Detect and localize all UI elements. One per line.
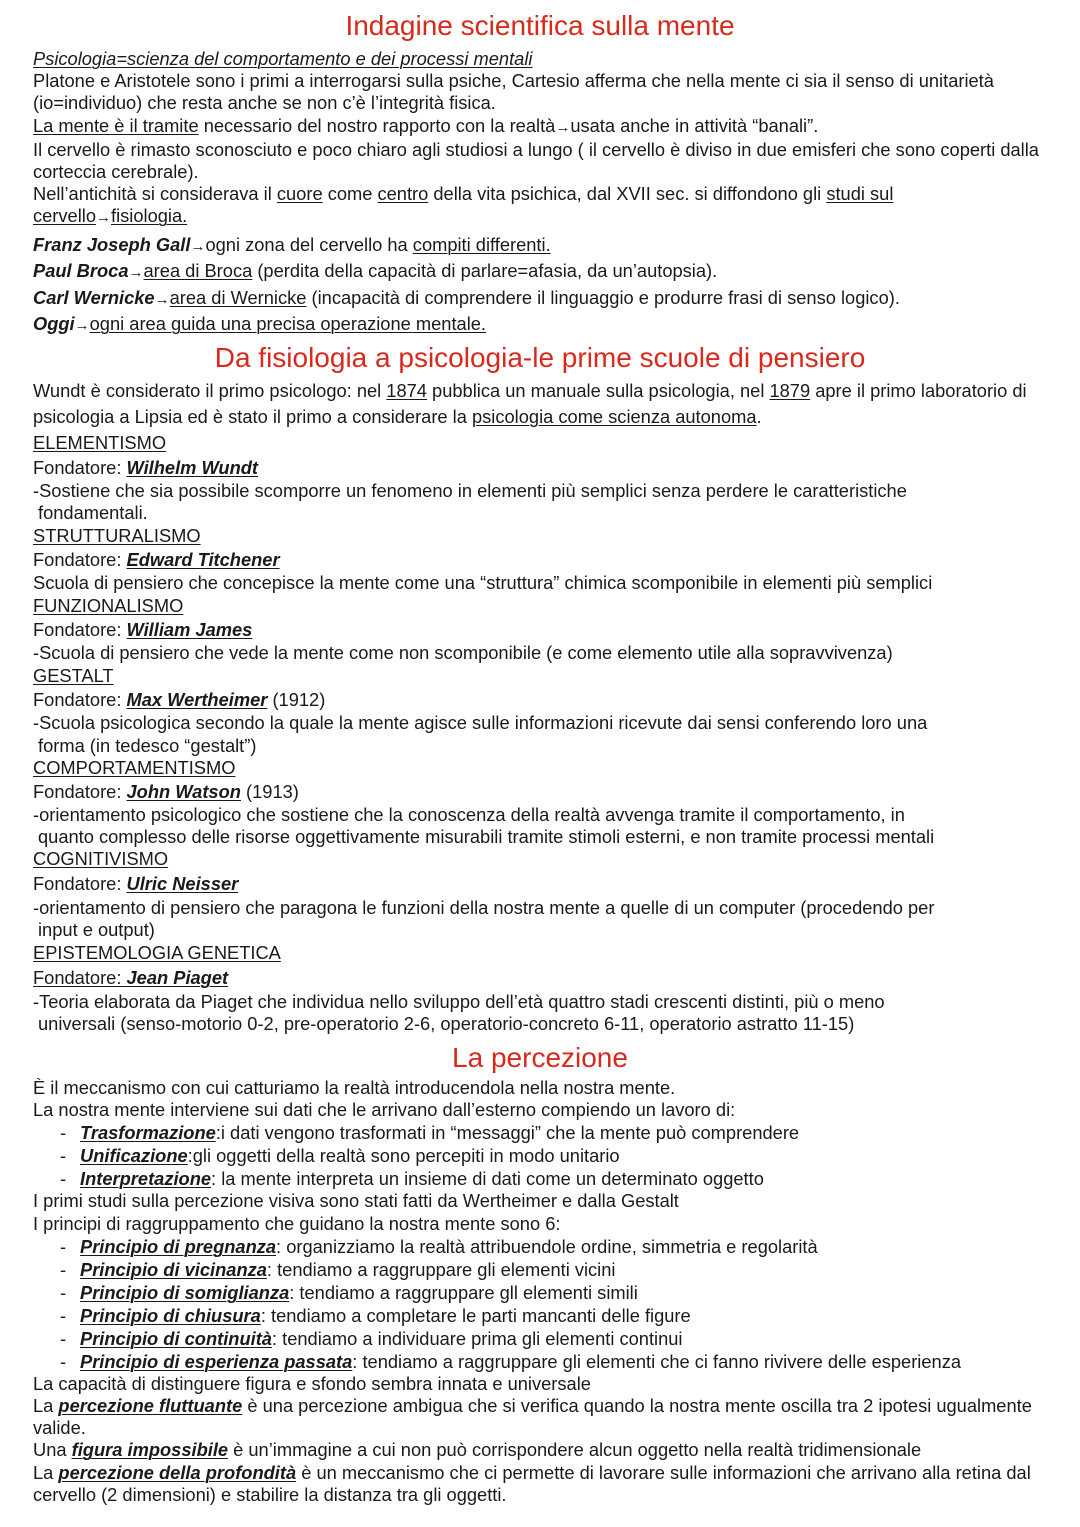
- school-founder: [33, 456, 1047, 480]
- paragraph-mente-lavoro: La nostra mente interviene sui dati che le arrivano dall’esterno compiendo un lavoro di:: [33, 1099, 736, 1121]
- school-description-cont: forma (in tedesco “gestalt”): [38, 734, 257, 756]
- principle-text: : organizziamo la realtà attribuendole ordine, simmetria e regolarità: [276, 1235, 818, 1257]
- text-fragment: è una percezione ambigua che si verifica quando la nostra mente oscilla tra 2 ipotesi ugualmente valide.: [33, 1395, 1032, 1439]
- work-item: [57, 1121, 1047, 1144]
- founder-label: Fondatore:: [33, 619, 127, 641]
- paragraph-principi: I principi di raggruppamento che guidano la nostra mente sono 6:: [33, 1212, 561, 1234]
- underlined-phrase: area di Wernicke: [169, 286, 307, 308]
- school-description-cont: input e output): [38, 919, 155, 941]
- founder-name: John Watson: [126, 780, 241, 802]
- text-fragment: è un meccanismo che ci permette di lavorare sulle informazioni che arrivano alla retina dal cervello (2 dimensioni) e stabilire la distanza tra gli oggetti.: [33, 1461, 1031, 1505]
- work-list: [33, 1121, 1047, 1190]
- text-fragment: necessario del nostro rapporto con la realtà: [198, 114, 556, 136]
- text-fragment: della vita psichica, dal XVII sec. si diffondono gli: [428, 183, 827, 205]
- founder-name: Wilhelm Wundt: [126, 456, 259, 478]
- principle-item: [57, 1235, 1047, 1258]
- principle-term: Principio di continuità: [80, 1327, 272, 1349]
- founder-label: Fondatore:: [33, 873, 127, 895]
- principle-item: [57, 1258, 1047, 1281]
- text-fragment: Una: [33, 1439, 72, 1461]
- year-1879: 1879: [769, 379, 811, 401]
- scientist-row: [33, 286, 1047, 313]
- principles-list: [33, 1235, 1047, 1373]
- section-title-scuole: Da fisiologia a psicologia-le prime scuole di pensiero: [214, 341, 866, 373]
- work-text: :i dati vengono trasformati in “messaggi” che la mente può comprendere: [215, 1122, 800, 1144]
- founder-year: (1913): [240, 780, 299, 802]
- founder-label: Fondatore:: [33, 966, 127, 988]
- work-term: Interpretazione: [80, 1168, 212, 1190]
- text-fragment: Nell’antichità si considerava il: [33, 183, 277, 205]
- school-description: -Scuola psicologica secondo la quale la mente agisce sulle informazioni ricevute dai sensi conferendo loro una: [33, 712, 928, 734]
- underlined-word-cuore: cuore: [276, 183, 323, 205]
- school-description: -Scuola di pensiero che vede la mente come non scomponibile (e come elemento utile alla sopravvivenza): [33, 642, 893, 664]
- school-strutturalismo: [33, 524, 1047, 594]
- founder-label: Fondatore:: [33, 549, 127, 571]
- underlined-phrase: compiti differenti.: [412, 233, 551, 255]
- underlined-phrase: psicologia come scienza autonoma: [472, 405, 757, 427]
- arrow-right-icon: →: [154, 290, 170, 308]
- paragraph-antichita: [33, 183, 1047, 229]
- school-name: FUNZIONALISMO: [33, 595, 184, 617]
- school-description: -Teoria elaborata da Piaget che individua nello sviluppo dell’età quattro stadi crescenti distinti, più o meno: [33, 990, 885, 1012]
- school-founder: [33, 964, 1047, 991]
- arrow-right-icon: →: [555, 118, 571, 136]
- term-percezione-profondita: percezione della profondità: [58, 1461, 297, 1483]
- underlined-phrase: La mente è il tramite: [33, 114, 199, 136]
- school-founder: [33, 779, 1047, 804]
- school-founder: [33, 548, 1047, 572]
- school-description-cont: quanto complesso delle risorse oggettivamente misurabili tramite stimoli esterni, e non tramite processi mentali: [38, 826, 935, 848]
- text-fragment: ogni zona del cervello ha: [205, 233, 413, 255]
- text-fragment: .: [756, 405, 762, 427]
- text-fragment: pubblica un manuale sulla psicologia, nel: [426, 379, 770, 401]
- principle-item: [57, 1327, 1047, 1350]
- term-figura-impossibile: figura impossibile: [71, 1439, 229, 1461]
- principle-text: : tendiamo a completare le parti mancanti delle figure: [260, 1304, 691, 1326]
- arrow-right-icon: →: [128, 264, 144, 282]
- underlined-studi-cervello: studi sul cervello: [33, 183, 894, 227]
- text-fragment: apre il primo laboratorio di psicologia a Lipsia ed è stato il primo a considerare la: [33, 379, 1027, 427]
- founder-name: Max Wertheimer: [126, 689, 268, 711]
- school-name: EPISTEMOLOGIA GENETICA: [33, 941, 281, 963]
- scientist-name: Paul Broca: [33, 260, 129, 282]
- work-text: : la mente interpreta un insieme di dati come un determinato oggetto: [211, 1168, 764, 1190]
- founder-name: Edward Titchener: [126, 549, 280, 571]
- school-description: -orientamento di pensiero che paragona le funzioni della nostra mente a quelle di un computer (procedendo per: [33, 897, 935, 919]
- principle-text: : tendiamo a raggruppare gll elementi simili: [289, 1281, 638, 1303]
- paragraph-figura-impossibile: [33, 1439, 1047, 1461]
- text-fragment: La: [33, 1395, 59, 1417]
- paragraph-percezione-def: È il meccanismo con cui catturiamo la realtà introducendola nella nostra mente.: [33, 1077, 676, 1099]
- principle-term: Principio di esperienza passata: [80, 1350, 353, 1372]
- work-term: Unificazione: [80, 1145, 188, 1167]
- principle-item: [57, 1281, 1047, 1304]
- definition-psicologia: [33, 48, 1047, 70]
- text-fragment: Wundt è considerato il primo psicologo: nel: [33, 379, 387, 401]
- paragraph-percezione-fluttuante: [33, 1395, 1047, 1439]
- principle-text: : tendiamo a raggruppare gli elementi vicini: [266, 1258, 616, 1280]
- founder-name: William James: [126, 619, 253, 641]
- work-text: :gli oggetti della realtà sono percepiti in modo unitario: [187, 1145, 620, 1167]
- principle-text: : tendiamo a individuare prima gli elementi continui: [271, 1327, 683, 1349]
- paragraph-primi-studi: I primi studi sulla percezione visiva sono stati fatti da Wertheimer e dalla Gestalt: [33, 1190, 679, 1212]
- paragraph-wundt-intro: [33, 378, 1047, 430]
- text-fragment: usata anche in attività “banali”.: [570, 114, 819, 136]
- underlined-phrase: area di Broca: [143, 260, 253, 282]
- school-name: COMPORTAMENTISMO: [33, 756, 236, 778]
- principle-term: Principio di pregnanza: [80, 1235, 277, 1257]
- principle-item: [57, 1350, 1047, 1373]
- founder-name: Jean Piaget: [126, 966, 229, 988]
- school-comportamentismo: [33, 757, 1047, 848]
- scientist-row: [33, 233, 1047, 260]
- text-fragment: è un’immagine a cui non può corrispondere alcun oggetto nella realtà tridimensionale: [228, 1439, 922, 1461]
- paragraph-figura-sfondo: La capacità di distinguere figura e sfondo sembra innata e universale: [33, 1372, 591, 1394]
- arrow-right-icon: →: [74, 317, 90, 335]
- definition-text: Psicologia=scienza del comportamento e dei processi mentali: [33, 48, 533, 69]
- principle-term: Principio di chiusura: [80, 1304, 261, 1326]
- underlined-fisiologia: fisiologia.: [111, 205, 188, 227]
- scientist-row: [33, 259, 1047, 286]
- school-elementismo: [33, 430, 1047, 524]
- founder-label: Fondatore:: [33, 456, 127, 478]
- school-cognitivismo: [33, 848, 1047, 941]
- work-term: Trasformazione: [80, 1122, 216, 1144]
- school-description: Scuola di pensiero che concepisce la mente come una “struttura” chimica scomponibile in elementi più semplici: [33, 572, 933, 594]
- founder-label: Fondatore:: [33, 780, 127, 802]
- work-item: [57, 1144, 1047, 1167]
- text-fragment: come: [322, 183, 378, 205]
- text-fragment: La: [33, 1461, 59, 1483]
- scientist-name: Carl Wernicke: [33, 286, 155, 308]
- paragraph-mente-tramite: [33, 115, 1047, 139]
- text-fragment: (incapacità di comprendere il linguaggio e produrre frasi di senso logico).: [306, 286, 900, 308]
- school-name: STRUTTURALISMO: [33, 525, 201, 547]
- text-fragment: (perdita della capacità di parlare=afasia, da un’autopsia).: [252, 260, 718, 282]
- founder-year: (1912): [267, 689, 326, 711]
- school-founder: [33, 870, 1047, 897]
- section-title-percezione: La percezione: [452, 1042, 628, 1074]
- school-description-cont: universali (senso-motorio 0-2, pre-operatorio 2-6, operatorio-concreto 6-11, operatorio astratto 11-15): [38, 1012, 855, 1034]
- principle-text: : tendiamo a raggruppare gli elementi che ci fanno rivivere delle esperienza: [352, 1350, 962, 1372]
- arrow-right-icon: →: [96, 209, 111, 227]
- scientists-list: [33, 233, 1047, 339]
- principle-term: Principio di somiglianza: [80, 1281, 290, 1303]
- school-name: ELEMENTISMO: [33, 431, 167, 453]
- paragraph-percezione-profondita: [33, 1462, 1047, 1506]
- school-funzionalismo: [33, 594, 1047, 664]
- scientist-name: Oggi: [33, 313, 75, 335]
- scientist-row: [33, 312, 1047, 339]
- term-percezione-fluttuante: percezione fluttuante: [58, 1395, 243, 1417]
- underlined-word-centro: centro: [377, 183, 429, 205]
- paragraph-cervello: Il cervello è rimasto sconosciuto e poco chiaro agli studiosi a lungo ( il cervello è diviso in due emisferi che sono coperti dalla corteccia cerebrale).: [33, 138, 1039, 183]
- school-founder: [33, 618, 1047, 642]
- founder-name: Ulric Neisser: [126, 873, 239, 895]
- school-name: COGNITIVISMO: [33, 848, 169, 870]
- scientist-name: Franz Joseph Gall: [33, 233, 191, 255]
- year-1874: 1874: [386, 379, 427, 401]
- school-gestalt: [33, 664, 1047, 756]
- principle-item: [57, 1304, 1047, 1327]
- principle-term: Principio di vicinanza: [80, 1258, 267, 1280]
- school-founder: [33, 688, 1047, 712]
- underlined-phrase: ogni area guida una precisa operazione mentale.: [89, 313, 487, 335]
- arrow-right-icon: →: [190, 237, 206, 255]
- school-epistemologia-genetica: [33, 942, 1047, 1035]
- school-description: -Sostiene che sia possibile scomporre un fenomeno in elementi più semplici senza perdere le caratteristiche: [33, 479, 907, 501]
- section-title-indagine: Indagine scientifica sulla mente: [345, 10, 735, 41]
- school-description: -orientamento psicologico che sostiene che la conoscenza della realtà avvenga tramite il comportamento, in: [33, 803, 905, 825]
- school-description-cont: fondamentali.: [38, 501, 148, 523]
- paragraph-platone: Platone e Aristotele sono i primi a interrogarsi sulla psiche, Cartesio afferma che nella mente ci sia il senso di unitarietà (io=individuo) che resta anche se non c’è l’integrità fisica.: [33, 70, 994, 114]
- founder-label: Fondatore:: [33, 689, 127, 711]
- work-item: [57, 1167, 1047, 1190]
- school-name: GESTALT: [33, 665, 114, 687]
